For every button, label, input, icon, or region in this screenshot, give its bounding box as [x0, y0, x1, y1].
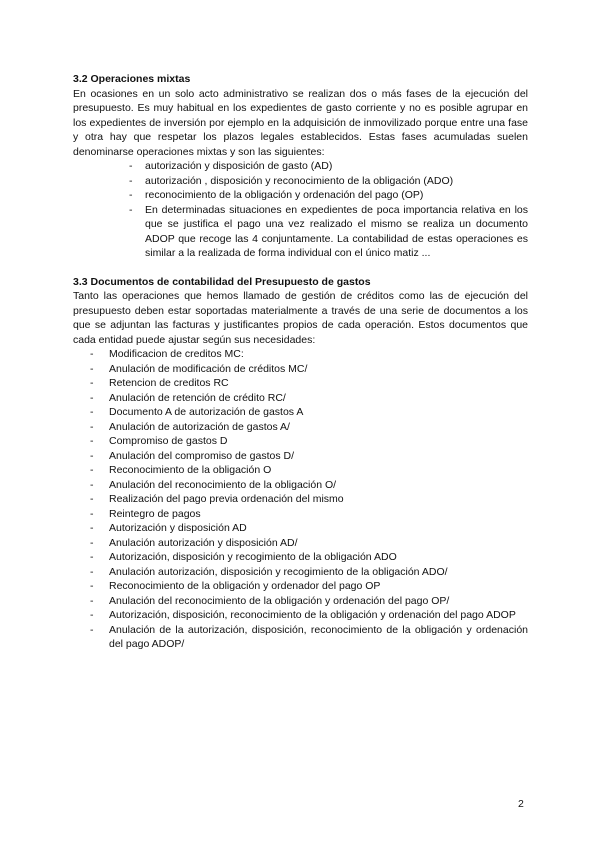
bullet-dash: - — [90, 348, 94, 360]
list-item: - Realización del pago previa ordenación del mismo — [90, 493, 344, 505]
list-item: - Compromiso de gastos D — [90, 435, 228, 447]
bullet-dash: - — [90, 623, 94, 636]
list-item: - Reconocimiento de la obligación y ordenador del pago OP — [90, 580, 381, 592]
bullet-dash: - — [90, 362, 94, 375]
section-heading-3-2: 3.2 Operaciones mixtas — [73, 73, 191, 85]
document-page — [73, 72, 528, 652]
section-3-3-paragraph: Tanto las operaciones que hemos llamado de gestión de créditos como las de ejecución del presupuesto deben estar soportadas materialmente a través de una serie de documentos a los que se adjuntan las facturas y justificantes propios de cada operación. Estos documentos que cada entidad puede ajustar según sus necesidades: — [73, 290, 528, 346]
list-item: - Anulación de retención de crédito RC/ — [90, 391, 286, 404]
list-item: - En determinadas situaciones en expedientes de poca importancia relativa en los que se justifica el pago una vez realizado el mismo se realiza un documento ADOP que recoge las 4 conjuntamente. La contabilidad de estas operaciones es similar a la realizada de forma individual con el único matiz ... — [129, 203, 528, 259]
list-item: - Retencion de creditos RC — [90, 377, 229, 389]
bullet-dash: - — [90, 536, 94, 549]
bullet-dash: - — [90, 435, 94, 447]
list-item: - autorización y disposición de gasto (AD) — [129, 160, 333, 172]
list-item: - Reconocimiento de la obligación O — [90, 464, 272, 476]
list-item: - Autorización, disposición y recogimiento de la obligación ADO — [90, 551, 397, 563]
bullet-dash: - — [90, 565, 94, 578]
bullet-dash: - — [129, 203, 133, 216]
bullet-dash: - — [90, 420, 94, 433]
section-3-2-paragraph: En ocasiones en un solo acto administrativo se realizan dos o más fases de la ejecución del presupuesto. Es muy habitual en los expedientes de gasto corriente y no es posible agrupar en los expedientes de inversión por ejemplo en la adquisición de inmovilizado porque entre una fase y otra hay que respetar los plazos legales establecidos. Estas fases acumuladas suelen denominarse operaciones mixtas y son las siguientes: — [73, 87, 528, 158]
list-item: - Anulación de modificación de créditos MC/ — [90, 362, 308, 375]
bullet-dash: - — [90, 594, 94, 607]
list-item: - Documento A de autorización de gastos A — [90, 406, 304, 418]
list-item: - autorización , disposición y reconocimiento de la obligación (ADO) — [129, 174, 454, 187]
page-number: 2 — [518, 798, 524, 810]
list-item: - Anulación de la autorización, disposición, reconocimiento de la obligación y ordenación del pago ADOP/ — [90, 623, 528, 650]
bullet-dash: - — [90, 406, 94, 418]
list-item: - Anulación de autorización de gastos A/ — [90, 420, 290, 433]
bullet-dash: - — [90, 493, 94, 505]
list-item: - Autorización y disposición AD — [90, 522, 247, 534]
list-item: - Anulación del reconocimiento de la obligación y ordenación del pago OP/ — [90, 594, 450, 607]
list-item: - reconocimiento de la obligación y ordenación del pago (OP) — [129, 189, 424, 201]
list-item: - Reintegro de pagos — [90, 507, 201, 520]
bullet-dash: - — [90, 377, 94, 389]
bullet-dash: - — [90, 478, 94, 491]
bullet-dash: - — [90, 551, 94, 563]
bullet-dash: - — [90, 464, 94, 476]
list-item: - Anulación autorización y disposición AD/ — [90, 536, 298, 549]
bullet-dash: - — [90, 522, 94, 534]
bullet-dash: - — [90, 507, 94, 520]
bullet-dash: - — [129, 160, 133, 172]
list-item: - Anulación del reconocimiento de la obligación O/ — [90, 478, 337, 491]
section-heading-3-3: 3.3 Documentos de contabilidad del Presupuesto de gastos — [73, 275, 371, 288]
bullet-dash: - — [90, 449, 94, 462]
list-item: - Anulación autorización, disposición y recogimiento de la obligación ADO/ — [90, 565, 448, 578]
list-item: - Autorización, disposición, reconocimiento de la obligación y ordenación del pago ADOP — [90, 609, 516, 621]
bullet-dash: - — [129, 174, 133, 187]
bullet-dash: - — [90, 391, 94, 404]
list-item: - Anulación del compromiso de gastos D/ — [90, 449, 295, 462]
bullet-dash: - — [129, 189, 133, 201]
mixed-operations-list — [129, 159, 528, 261]
bullet-dash: - — [90, 609, 94, 621]
list-item: - Modificacion de creditos MC: — [90, 348, 244, 360]
accounting-documents-list — [90, 347, 528, 652]
bullet-dash: - — [90, 580, 94, 592]
